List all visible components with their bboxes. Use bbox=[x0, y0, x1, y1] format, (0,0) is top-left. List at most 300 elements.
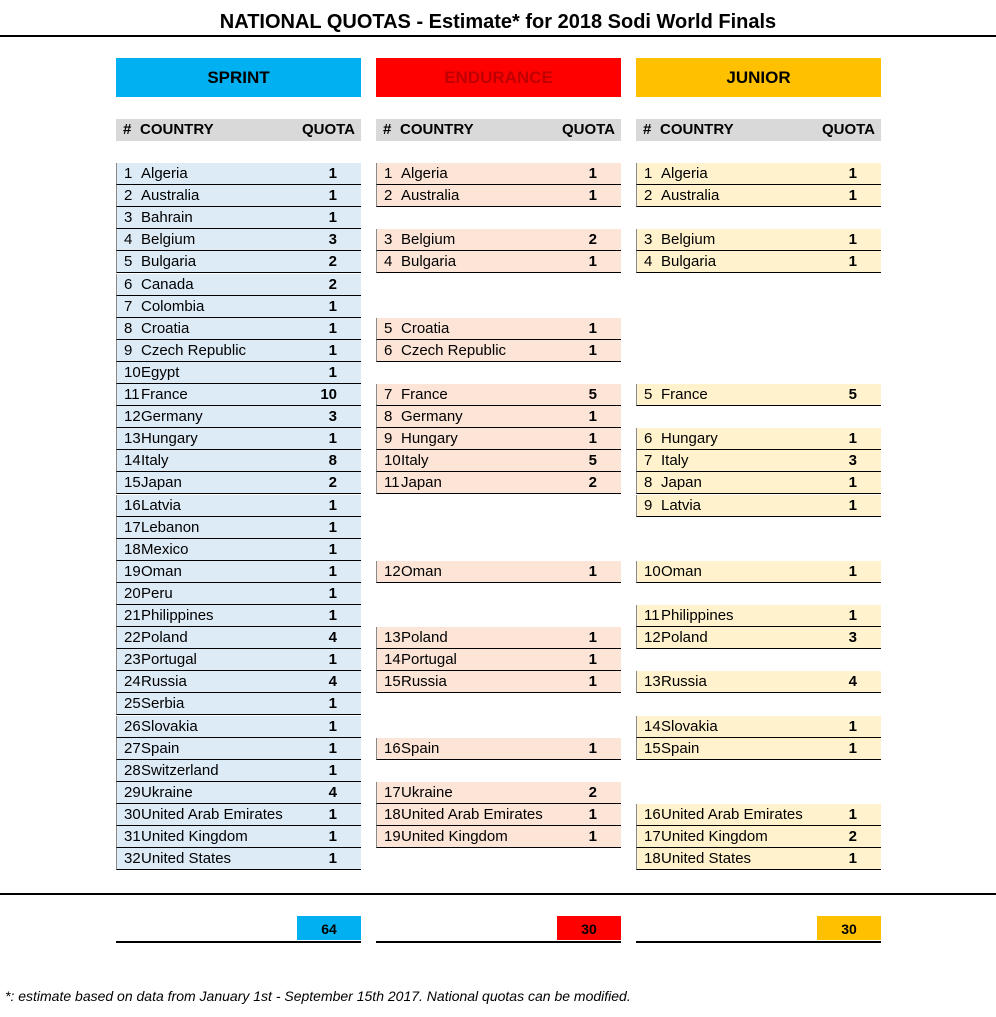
row-num: 22 bbox=[124, 629, 141, 647]
row-quota: 3 bbox=[328, 231, 337, 249]
row-country: Russia bbox=[141, 673, 187, 691]
row-country: Spain bbox=[141, 739, 180, 757]
row-country: Poland bbox=[661, 629, 708, 647]
row-country: Poland bbox=[401, 629, 448, 647]
row-quota: 1 bbox=[328, 209, 337, 227]
row-num: 13 bbox=[644, 673, 661, 691]
row-num: 15 bbox=[644, 739, 661, 757]
row-quota: 1 bbox=[588, 562, 597, 580]
table-row bbox=[636, 251, 881, 273]
row-num: 3 bbox=[384, 231, 393, 249]
row-num: 7 bbox=[384, 386, 393, 403]
table-row bbox=[376, 826, 621, 848]
row-num: 11 bbox=[644, 607, 660, 624]
table-row bbox=[636, 185, 881, 207]
header-quota: QUOTA bbox=[301, 121, 355, 138]
row-quota: 2 bbox=[328, 275, 337, 293]
totals-divider bbox=[0, 893, 996, 895]
table-row bbox=[116, 296, 361, 318]
row-country: Poland bbox=[141, 629, 188, 647]
row-num: 12 bbox=[384, 562, 401, 580]
row-quota: 1 bbox=[328, 695, 337, 713]
row-num: 25 bbox=[124, 695, 141, 713]
row-quota: 2 bbox=[588, 231, 597, 249]
table-row bbox=[376, 627, 621, 649]
row-num: 19 bbox=[124, 562, 141, 580]
row-num: 10 bbox=[124, 363, 141, 381]
row-quota: 1 bbox=[848, 165, 857, 182]
row-quota: 1 bbox=[328, 761, 337, 779]
row-num: 9 bbox=[384, 430, 393, 448]
row-num: 8 bbox=[124, 319, 133, 337]
row-quota: 10 bbox=[320, 386, 337, 403]
row-num: 26 bbox=[124, 717, 141, 735]
row-quota: 3 bbox=[328, 408, 337, 426]
row-country: Belgium bbox=[661, 231, 716, 249]
table-row bbox=[376, 406, 621, 428]
row-country: Portugal bbox=[401, 651, 457, 669]
table-row bbox=[116, 627, 361, 649]
row-country: Peru bbox=[141, 584, 173, 602]
table-row bbox=[116, 207, 361, 229]
junior-total: 30 bbox=[817, 916, 881, 940]
row-quota: 1 bbox=[848, 231, 857, 249]
table-row bbox=[376, 251, 621, 273]
sprint-column bbox=[116, 58, 361, 937]
row-quota: 1 bbox=[588, 187, 597, 205]
row-country: Japan bbox=[401, 474, 442, 492]
row-quota: 4 bbox=[328, 783, 337, 801]
table-row bbox=[376, 340, 621, 362]
table-row bbox=[636, 561, 881, 583]
row-country: Slovakia bbox=[661, 717, 718, 735]
table-row bbox=[116, 318, 361, 340]
table-row bbox=[636, 716, 881, 738]
row-num: 13 bbox=[384, 629, 401, 647]
row-country: Belgium bbox=[141, 231, 196, 249]
row-country: Czech Republic bbox=[401, 341, 507, 359]
row-country: Bahrain bbox=[141, 209, 193, 227]
table-row bbox=[636, 627, 881, 649]
row-quota: 1 bbox=[588, 165, 597, 182]
row-country: Oman bbox=[141, 562, 182, 580]
row-quota: 1 bbox=[328, 341, 337, 359]
table-row bbox=[116, 185, 361, 207]
row-country: Algeria bbox=[401, 165, 448, 182]
row-country: United States bbox=[661, 850, 752, 868]
header-num: # bbox=[643, 121, 652, 138]
row-num: 18 bbox=[644, 850, 661, 868]
row-num: 27 bbox=[124, 739, 141, 757]
row-quota: 1 bbox=[328, 651, 337, 669]
row-country: Germany bbox=[401, 408, 463, 426]
row-country: United Kingdom bbox=[141, 828, 248, 845]
row-quota: 1 bbox=[588, 739, 597, 757]
row-num: 12 bbox=[644, 629, 661, 647]
table-row bbox=[116, 384, 361, 406]
header-country: COUNTRY bbox=[660, 121, 734, 138]
row-quota: 1 bbox=[328, 518, 337, 536]
table-row bbox=[376, 649, 621, 671]
table-row bbox=[116, 472, 361, 494]
row-num: 17 bbox=[124, 518, 141, 536]
table-row bbox=[636, 848, 881, 870]
row-country: Italy bbox=[141, 452, 169, 470]
table-row bbox=[636, 826, 881, 848]
table-row bbox=[636, 495, 881, 517]
row-quota: 1 bbox=[328, 496, 337, 514]
sprint-rows bbox=[116, 163, 361, 873]
title-divider bbox=[0, 35, 996, 37]
row-quota: 1 bbox=[848, 430, 857, 448]
table-row bbox=[636, 450, 881, 472]
row-quota: 1 bbox=[328, 187, 337, 205]
row-country: Czech Republic bbox=[141, 341, 247, 359]
row-quota: 1 bbox=[848, 474, 857, 492]
row-quota: 1 bbox=[848, 805, 857, 823]
row-country: Japan bbox=[661, 474, 702, 492]
table-row bbox=[116, 362, 361, 384]
row-num: 12 bbox=[124, 408, 141, 426]
sprint-column-headers bbox=[116, 119, 361, 141]
row-country: United States bbox=[141, 850, 232, 868]
table-row bbox=[636, 163, 881, 185]
row-quota: 2 bbox=[588, 783, 597, 801]
row-quota: 1 bbox=[328, 319, 337, 337]
footnote: *: estimate based on data from January 1st - September 15th 2017. National quotas can be modified. bbox=[5, 988, 631, 1004]
table-row bbox=[116, 738, 361, 760]
row-quota: 1 bbox=[588, 651, 597, 669]
row-country: Philippines bbox=[661, 607, 734, 624]
row-quota: 4 bbox=[328, 673, 337, 691]
row-quota: 1 bbox=[328, 739, 337, 757]
row-num: 2 bbox=[644, 187, 653, 205]
row-num: 4 bbox=[644, 253, 653, 271]
row-country: Serbia bbox=[141, 695, 185, 713]
table-row bbox=[636, 804, 881, 826]
row-quota: 1 bbox=[588, 408, 597, 426]
row-num: 3 bbox=[124, 209, 133, 227]
row-country: France bbox=[141, 386, 188, 403]
row-num: 5 bbox=[384, 319, 393, 337]
table-row bbox=[116, 539, 361, 561]
page-title: NATIONAL QUOTAS - Estimate* for 2018 Sodi World Finals bbox=[219, 11, 777, 33]
row-num: 18 bbox=[124, 540, 141, 558]
sprint-header: SPRINT bbox=[116, 58, 361, 97]
row-country: Egypt bbox=[141, 363, 180, 381]
row-quota: 1 bbox=[848, 496, 857, 514]
table-row bbox=[636, 605, 881, 627]
row-quota: 5 bbox=[588, 386, 597, 403]
table-row bbox=[376, 318, 621, 340]
row-num: 20 bbox=[124, 584, 141, 602]
row-num: 31 bbox=[124, 828, 141, 845]
row-quota: 1 bbox=[848, 562, 857, 580]
table-row bbox=[116, 782, 361, 804]
row-num: 5 bbox=[124, 253, 133, 271]
row-num: 11 bbox=[384, 474, 400, 492]
row-country: Portugal bbox=[141, 651, 197, 669]
row-num: 14 bbox=[124, 452, 141, 470]
row-num: 15 bbox=[384, 673, 401, 691]
row-country: Hungary bbox=[661, 430, 718, 448]
table-row bbox=[376, 450, 621, 472]
row-num: 16 bbox=[384, 739, 401, 757]
table-row bbox=[116, 583, 361, 605]
row-country: Slovakia bbox=[141, 717, 198, 735]
row-num: 8 bbox=[644, 474, 653, 492]
row-country: Colombia bbox=[141, 297, 205, 315]
row-country: France bbox=[661, 386, 708, 403]
row-country: Hungary bbox=[141, 430, 198, 448]
row-num: 4 bbox=[384, 253, 393, 271]
row-quota: 2 bbox=[328, 253, 337, 271]
row-num: 1 bbox=[384, 165, 393, 182]
row-quota: 2 bbox=[588, 474, 597, 492]
junior-column-headers bbox=[636, 119, 881, 141]
row-quota: 1 bbox=[328, 717, 337, 735]
row-country: Oman bbox=[401, 562, 442, 580]
row-quota: 1 bbox=[588, 828, 597, 845]
table-row bbox=[116, 495, 361, 517]
row-country: United Kingdom bbox=[401, 828, 508, 845]
row-quota: 2 bbox=[848, 828, 857, 845]
row-country: Hungary bbox=[401, 430, 458, 448]
row-num: 14 bbox=[644, 717, 661, 735]
row-country: United Kingdom bbox=[661, 828, 768, 845]
row-country: Croatia bbox=[141, 319, 190, 337]
row-country: Australia bbox=[661, 187, 720, 205]
row-quota: 3 bbox=[848, 452, 857, 470]
table-row bbox=[116, 804, 361, 826]
row-country: Italy bbox=[401, 452, 429, 470]
row-country: Mexico bbox=[141, 540, 189, 558]
junior-header: JUNIOR bbox=[636, 58, 881, 97]
row-quota: 1 bbox=[328, 297, 337, 315]
table-row bbox=[116, 450, 361, 472]
header-quota: QUOTA bbox=[821, 121, 875, 138]
row-country: Spain bbox=[401, 739, 440, 757]
header-country: COUNTRY bbox=[140, 121, 214, 138]
row-quota: 1 bbox=[588, 341, 597, 359]
row-num: 19 bbox=[384, 828, 401, 845]
table-row bbox=[116, 517, 361, 539]
row-quota: 1 bbox=[848, 253, 857, 271]
row-country: Bulgaria bbox=[661, 253, 717, 271]
row-country: United Arab Emirates bbox=[141, 805, 283, 823]
row-quota: 1 bbox=[588, 629, 597, 647]
row-country: Germany bbox=[141, 408, 203, 426]
row-quota: 1 bbox=[328, 607, 337, 624]
row-quota: 1 bbox=[848, 607, 857, 624]
row-country: Canada bbox=[141, 275, 194, 293]
row-country: Algeria bbox=[661, 165, 708, 182]
table-row bbox=[116, 826, 361, 848]
row-quota: 1 bbox=[588, 253, 597, 271]
table-row bbox=[376, 428, 621, 450]
row-num: 6 bbox=[124, 275, 133, 293]
row-num: 17 bbox=[384, 783, 401, 801]
endurance-rows bbox=[376, 163, 621, 873]
junior-total-line bbox=[636, 916, 881, 943]
row-quota: 1 bbox=[328, 850, 337, 868]
table-row bbox=[116, 251, 361, 273]
row-num: 16 bbox=[124, 496, 141, 514]
row-country: Latvia bbox=[661, 496, 702, 514]
row-num: 24 bbox=[124, 673, 141, 691]
row-num: 15 bbox=[124, 474, 141, 492]
endurance-total-line bbox=[376, 916, 621, 943]
row-quota: 1 bbox=[328, 562, 337, 580]
row-country: Bulgaria bbox=[401, 253, 457, 271]
sprint-total-line bbox=[116, 916, 361, 943]
table-row bbox=[116, 428, 361, 450]
table-row bbox=[376, 229, 621, 251]
row-quota: 1 bbox=[328, 165, 337, 182]
row-country: Australia bbox=[401, 187, 460, 205]
row-country: Spain bbox=[661, 739, 700, 757]
row-country: Australia bbox=[141, 187, 200, 205]
row-quota: 1 bbox=[848, 187, 857, 205]
table-row bbox=[116, 693, 361, 715]
row-quota: 1 bbox=[328, 805, 337, 823]
table-row bbox=[116, 716, 361, 738]
table-row bbox=[636, 472, 881, 494]
row-country: Bulgaria bbox=[141, 253, 197, 271]
row-quota: 2 bbox=[328, 474, 337, 492]
table-row bbox=[376, 472, 621, 494]
header-country: COUNTRY bbox=[400, 121, 474, 138]
row-country: Oman bbox=[661, 562, 702, 580]
row-num: 16 bbox=[644, 805, 661, 823]
row-num: 3 bbox=[644, 231, 653, 249]
row-quota: 1 bbox=[588, 430, 597, 448]
table-row bbox=[116, 229, 361, 251]
table-row bbox=[376, 163, 621, 185]
table-row bbox=[636, 671, 881, 693]
row-country: France bbox=[401, 386, 448, 403]
row-quota: 1 bbox=[588, 673, 597, 691]
table-row bbox=[636, 229, 881, 251]
row-quota: 1 bbox=[588, 805, 597, 823]
junior-column bbox=[636, 58, 881, 937]
row-num: 6 bbox=[384, 341, 393, 359]
row-quota: 3 bbox=[848, 629, 857, 647]
row-country: Lebanon bbox=[141, 518, 200, 536]
row-num: 14 bbox=[384, 651, 401, 669]
row-num: 28 bbox=[124, 761, 141, 779]
table-row bbox=[116, 605, 361, 627]
table-row bbox=[636, 384, 881, 406]
row-num: 30 bbox=[124, 805, 141, 823]
table-row bbox=[376, 738, 621, 760]
table-row bbox=[376, 561, 621, 583]
endurance-column bbox=[376, 58, 621, 937]
row-num: 9 bbox=[124, 341, 133, 359]
row-country: Philippines bbox=[141, 607, 214, 624]
table-row bbox=[376, 782, 621, 804]
row-num: 4 bbox=[124, 231, 133, 249]
row-num: 11 bbox=[124, 386, 140, 403]
row-quota: 1 bbox=[848, 850, 857, 868]
row-num: 17 bbox=[644, 828, 661, 845]
table-row bbox=[116, 340, 361, 362]
row-country: Switzerland bbox=[141, 761, 219, 779]
table-row bbox=[116, 561, 361, 583]
row-country: Japan bbox=[141, 474, 182, 492]
row-country: Latvia bbox=[141, 496, 182, 514]
header-num: # bbox=[383, 121, 392, 138]
header-quota: QUOTA bbox=[561, 121, 615, 138]
row-quota: 1 bbox=[328, 828, 337, 845]
table-row bbox=[116, 649, 361, 671]
row-country: Algeria bbox=[141, 165, 188, 182]
row-num: 10 bbox=[384, 452, 401, 470]
row-quota: 1 bbox=[328, 540, 337, 558]
row-num: 29 bbox=[124, 783, 141, 801]
row-quota: 1 bbox=[328, 363, 337, 381]
row-quota: 1 bbox=[848, 717, 857, 735]
row-quota: 4 bbox=[848, 673, 857, 691]
row-num: 7 bbox=[644, 452, 653, 470]
table-row bbox=[376, 185, 621, 207]
table-row bbox=[636, 738, 881, 760]
table-row bbox=[116, 671, 361, 693]
row-num: 10 bbox=[644, 562, 661, 580]
row-country: Russia bbox=[401, 673, 447, 691]
table-row bbox=[376, 384, 621, 406]
sprint-total: 64 bbox=[297, 916, 361, 940]
table-row bbox=[636, 428, 881, 450]
row-quota: 1 bbox=[328, 584, 337, 602]
row-num: 13 bbox=[124, 430, 141, 448]
row-num: 8 bbox=[384, 408, 393, 426]
row-num: 1 bbox=[644, 165, 653, 182]
endurance-column-headers bbox=[376, 119, 621, 141]
row-num: 1 bbox=[124, 165, 133, 182]
table-row bbox=[376, 804, 621, 826]
row-country: Croatia bbox=[401, 319, 450, 337]
row-country: Russia bbox=[661, 673, 707, 691]
row-quota: 1 bbox=[588, 319, 597, 337]
endurance-total: 30 bbox=[557, 916, 621, 940]
row-num: 23 bbox=[124, 651, 141, 669]
table-row bbox=[376, 671, 621, 693]
row-quota: 1 bbox=[328, 430, 337, 448]
table-row bbox=[116, 848, 361, 870]
row-num: 6 bbox=[644, 430, 653, 448]
table-row bbox=[116, 274, 361, 296]
row-num: 5 bbox=[644, 386, 653, 403]
row-num: 18 bbox=[384, 805, 401, 823]
table-row bbox=[116, 163, 361, 185]
endurance-header: ENDURANCE bbox=[376, 58, 621, 97]
row-country: Italy bbox=[661, 452, 689, 470]
row-quota: 8 bbox=[328, 452, 337, 470]
row-num: 32 bbox=[124, 850, 141, 868]
row-quota: 1 bbox=[848, 739, 857, 757]
table-row bbox=[116, 760, 361, 782]
row-country: Belgium bbox=[401, 231, 456, 249]
row-country: United Arab Emirates bbox=[401, 805, 543, 823]
row-num: 9 bbox=[644, 496, 653, 514]
row-num: 2 bbox=[124, 187, 133, 205]
table-row bbox=[116, 406, 361, 428]
junior-rows bbox=[636, 163, 881, 873]
row-quota: 5 bbox=[848, 386, 857, 403]
row-country: Ukraine bbox=[141, 783, 193, 801]
row-quota: 4 bbox=[328, 629, 337, 647]
